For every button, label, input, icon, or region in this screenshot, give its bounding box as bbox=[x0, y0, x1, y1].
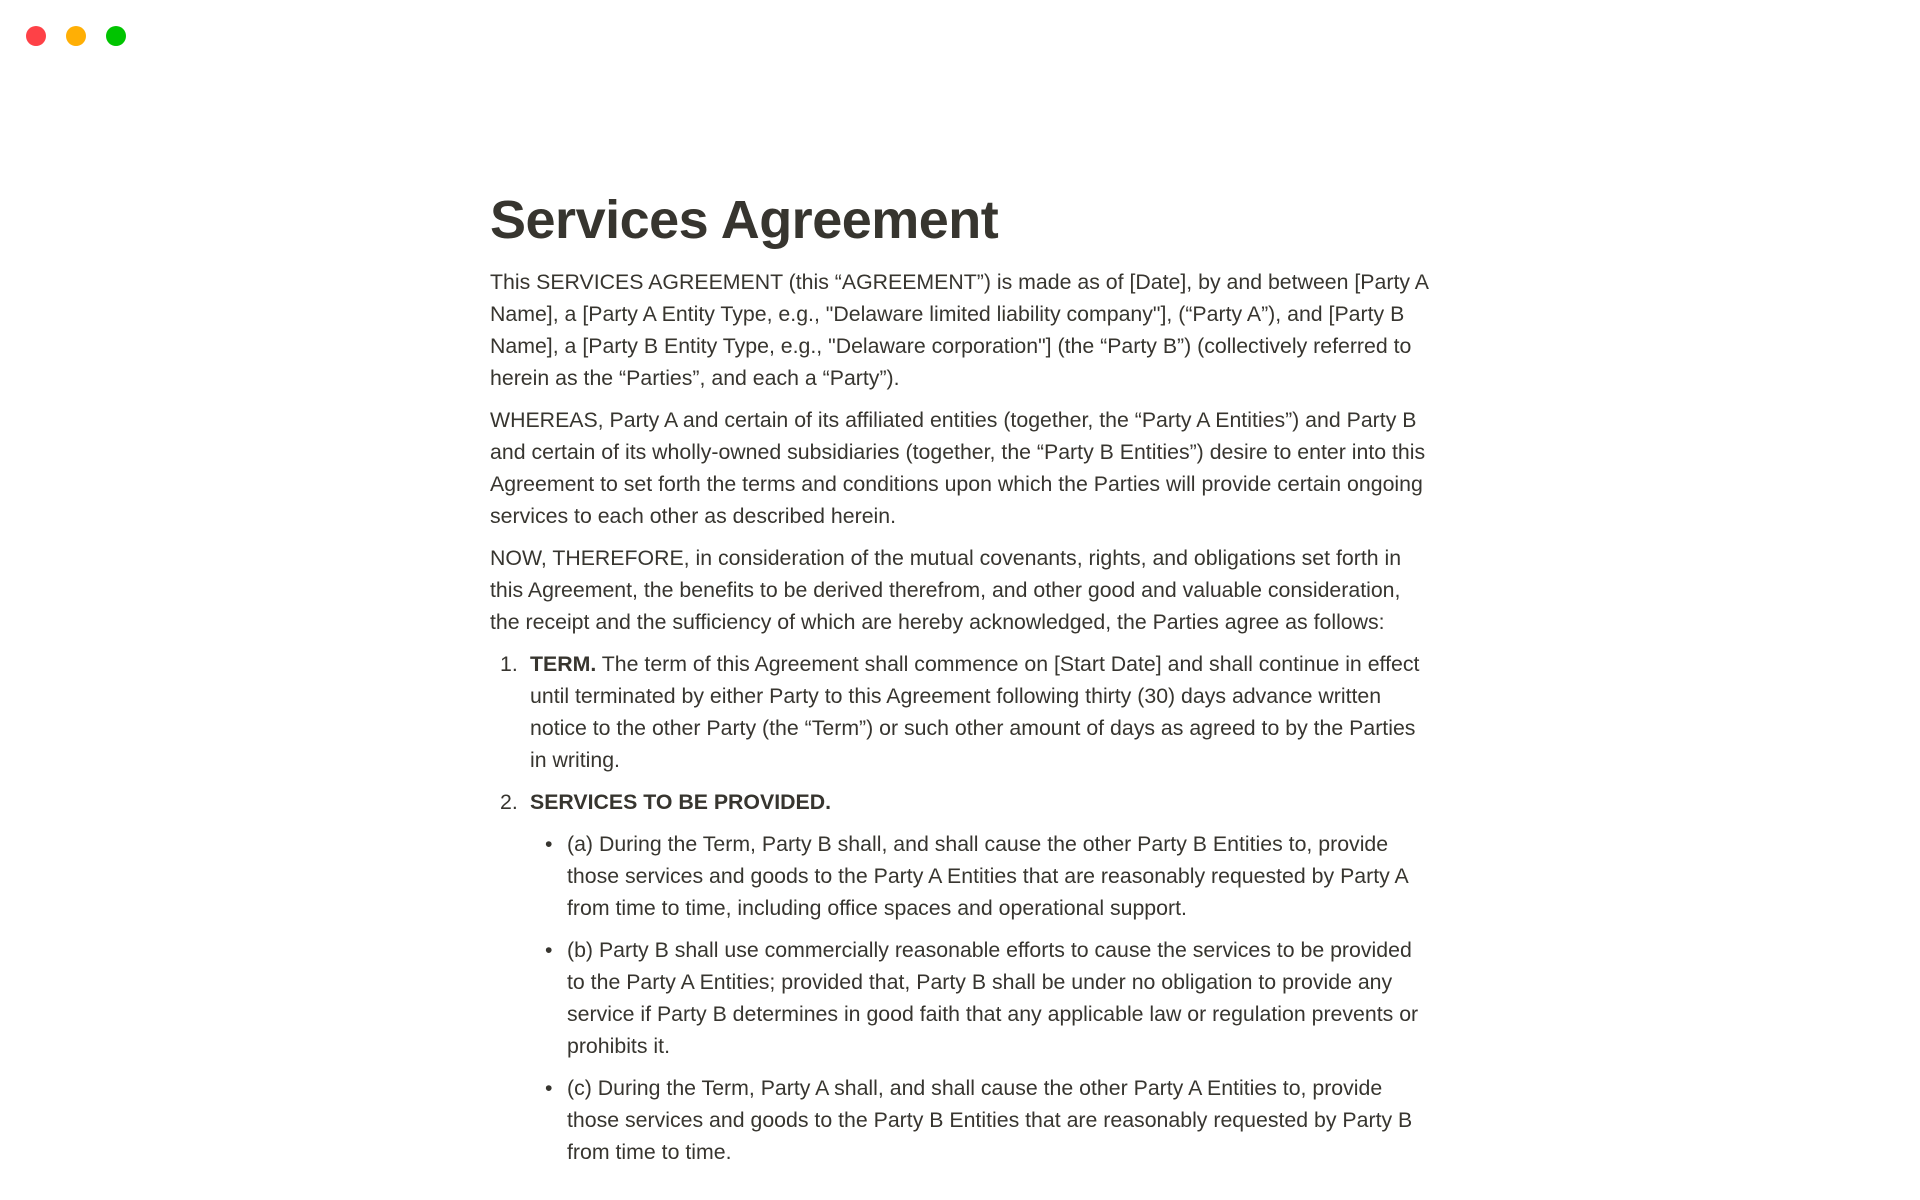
list-number: 1. bbox=[500, 652, 518, 676]
traffic-lights bbox=[26, 26, 126, 46]
bullet-icon: • bbox=[545, 938, 553, 962]
bullet-text: (b) Party B shall use commercially reasonable efforts to cause the services to be provided to the Party A Entities; provided that, Party B shall be under no obligation to provide any service if Party B determines in good faith that any applicable law or regulation prevents or prohibits it. bbox=[567, 938, 1419, 1058]
minimize-button[interactable] bbox=[66, 26, 86, 46]
bullet-item-c[interactable] bbox=[490, 1072, 1430, 1168]
bullet-text: (c) During the Term, Party A shall, and shall cause the other Party A Entities to, provide those services and goods to the Party B Entities that are reasonably requested by Party B from time to time. bbox=[567, 1076, 1413, 1164]
numbered-item-term[interactable] bbox=[490, 648, 1430, 776]
numbered-item-services[interactable] bbox=[490, 786, 1430, 818]
bullet-icon: • bbox=[545, 832, 553, 856]
window-titlebar bbox=[0, 0, 1920, 72]
numbered-item-text bbox=[530, 786, 1430, 818]
page-title[interactable]: Services Agreement bbox=[490, 190, 999, 250]
list-number: 2. bbox=[500, 790, 518, 814]
term-heading: TERM. bbox=[530, 652, 597, 676]
paragraph-preamble[interactable]: This SERVICES AGREEMENT (this “AGREEMENT”) is made as of [Date], by and between [Party A Name], a [Party A Entity Type, e.g., "Delaware limited liability company"], (“Party A”), and [Party B Name], a [Party B Entity Type, e.g., "Delaware corporation"] (the “Party B”) (collectively referred to herein as the “Parties”, and each a “Party”). bbox=[490, 270, 1428, 390]
bullet-item-a[interactable] bbox=[490, 828, 1430, 924]
paragraph-now-therefore[interactable]: NOW, THEREFORE, in consideration of the mutual covenants, rights, and obligations set forth in this Agreement, the benefits to be derived therefrom, and other good and valuable consideration, the receipt and the sufficiency of which are hereby acknowledged, the Parties agree as follows: bbox=[490, 546, 1402, 634]
bullet-text: (a) During the Term, Party B shall, and shall cause the other Party B Entities to, provide those services and goods to the Party A Entities that are reasonably requested by Party A from time to time, including office spaces and operational support. bbox=[567, 832, 1408, 920]
zoom-button[interactable] bbox=[106, 26, 126, 46]
bullet-item-b[interactable] bbox=[490, 934, 1430, 1062]
services-heading: SERVICES TO BE PROVIDED. bbox=[530, 790, 831, 814]
close-button[interactable] bbox=[26, 26, 46, 46]
term-body: The term of this Agreement shall commence on [Start Date] and shall continue in effect until terminated by either Party to this Agreement following thirty (30) days advance written notice to the other Party (the “Term”) or such other amount of days as agreed to by the Parties in writing. bbox=[530, 652, 1420, 772]
numbered-item-text bbox=[530, 648, 1430, 776]
bullet-icon: • bbox=[545, 1076, 553, 1100]
document-page bbox=[490, 188, 1430, 1168]
paragraph-whereas[interactable]: WHEREAS, Party A and certain of its affiliated entities (together, the “Party A Entities”) and Party B and certain of its wholly-owned subsidiaries (together, the “Party B Entities”) desire to enter into this Agreement to set forth the terms and conditions upon which the Parties will provide certain ongoing services to each other as described herein. bbox=[490, 408, 1426, 528]
